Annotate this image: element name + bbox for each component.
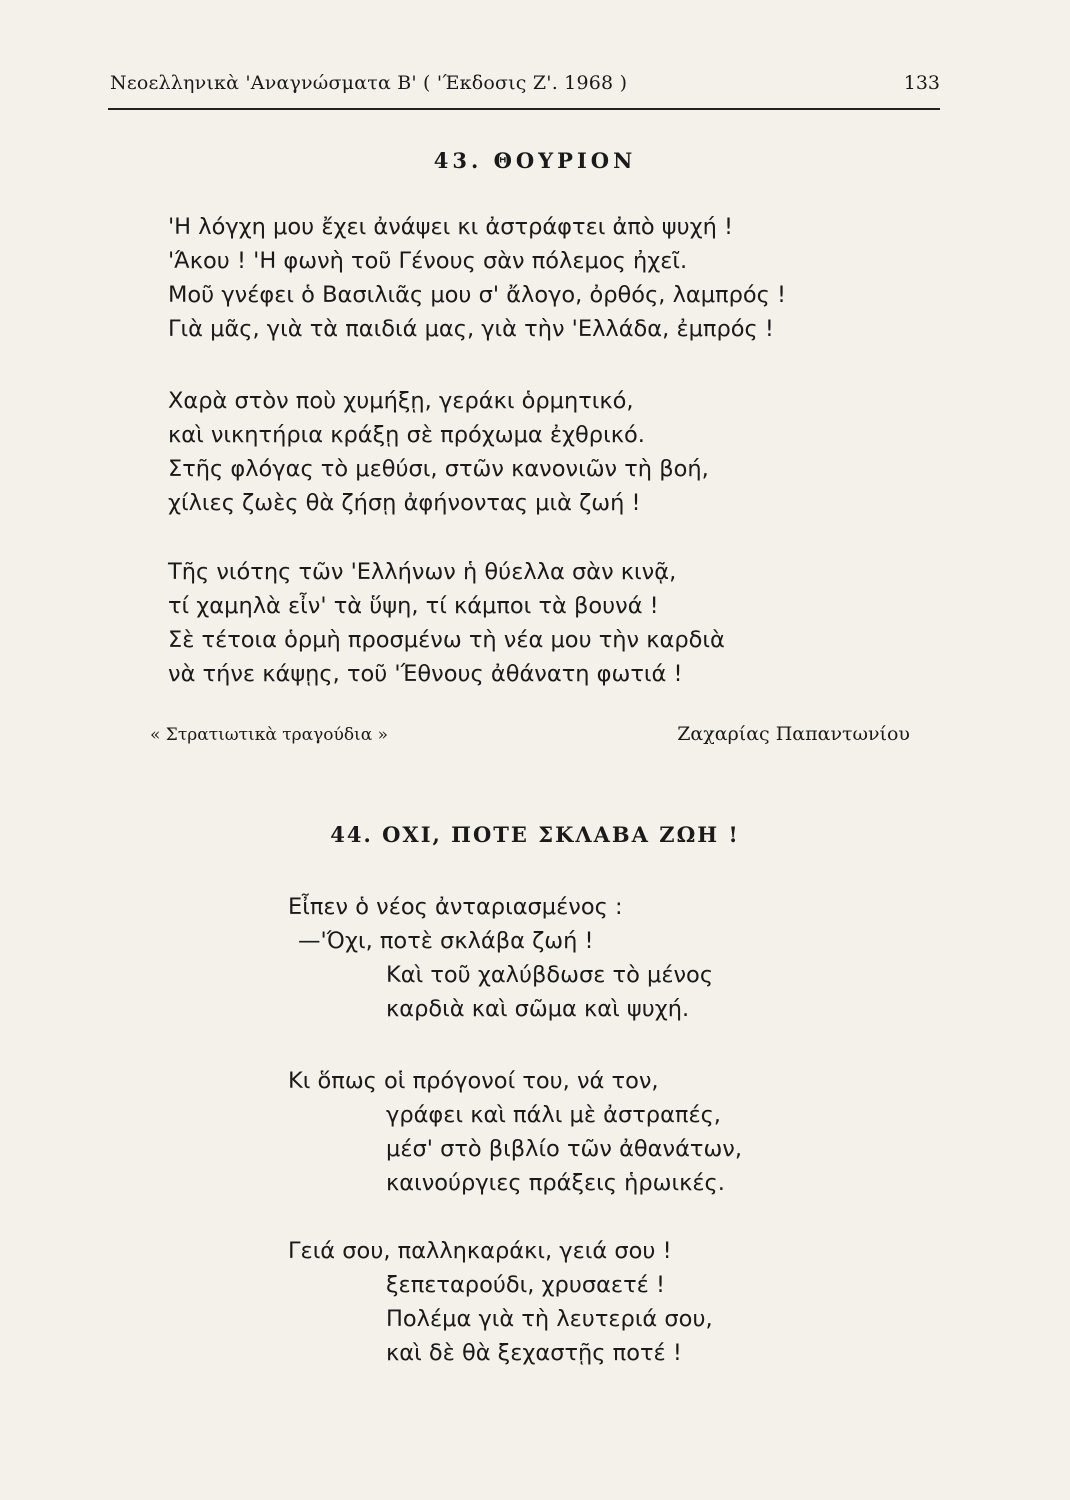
poem-43-title: 43. ΘΟΥΡΙΟΝ xyxy=(433,148,637,173)
poem-44-title: 44. ΟΧΙ, ΠΟΤΕ ΣΚΛΑΒΑ ΖΩΗ ! xyxy=(330,822,740,847)
header-rule xyxy=(108,108,940,110)
verse-line: Γιὰ μᾶς, γιὰ τὰ παιδιά μας, γιὰ τὴν 'Ελλάδα, ἐμπρός ! xyxy=(168,316,774,342)
verse-line: Στῆς φλόγας τὸ μεθύσι, στῶν κανονιῶν τὴ βοή, xyxy=(168,456,709,482)
verse-line: καὶ νικητήρια κράξῃ σὲ πρόχωμα ἐχθρικό. xyxy=(168,422,645,448)
verse-line: τί χαμηλὰ εἶν' τὰ ὕψη, τί κάμποι τὰ βουνά ! xyxy=(168,593,659,619)
verse-line: γράφει καὶ πάλι μὲ ἀστραπές, xyxy=(386,1102,721,1128)
verse-line: Καὶ τοῦ χαλύβδωσε τὸ μένος xyxy=(386,962,714,988)
poem-43-source: « Στρατιωτικὰ τραγούδια » xyxy=(150,725,389,745)
poem-43-stanza-2 xyxy=(168,384,709,520)
poem-43-author: Ζαχαρίας Παπαντωνίου xyxy=(677,723,910,745)
verse-line: 'Η λόγχη μου ἔχει ἀνάψει κι ἀστράφτει ἀπὸ ψυχή ! xyxy=(168,214,734,240)
verse-line: Χαρὰ στὸν ποὺ χυμήξῃ, γεράκι ὁρμητικό, xyxy=(168,388,634,414)
verse-line: ξεπεταρούδι, χρυσαετέ ! xyxy=(386,1272,665,1298)
running-title: Νεοελληνικὰ 'Αναγνώσματα Β' ( 'Έκδοσις Ζ'. 1968 ) xyxy=(110,72,628,94)
verse-line: καινούργιες πράξεις ἡρωικές. xyxy=(386,1170,725,1196)
verse-line: Γειά σου, παλληκαράκι, γειά σου ! xyxy=(288,1238,672,1264)
verse-line: 'Άκου ! 'Η φωνὴ τοῦ Γένους σὰν πόλεμος ἠχεῖ. xyxy=(168,248,688,274)
verse-line: χίλιες ζωὲς θὰ ζήσῃ ἀφήνοντας μιὰ ζωή ! xyxy=(168,490,641,516)
page-header xyxy=(110,72,940,102)
page-number: 133 xyxy=(903,72,940,94)
verse-line: Τῆς νιότης τῶν 'Ελλήνων ἡ θύελλα σὰν κινᾷ, xyxy=(168,559,677,585)
verse-line: καρδιὰ καὶ σῶμα καὶ ψυχή. xyxy=(386,996,690,1022)
verse-line: Κι ὅπως οἱ πρόγονοί του, νά τον, xyxy=(288,1068,659,1094)
verse-line: νὰ τήνε κάψῃς, τοῦ 'Έθνους ἀθάνατη φωτιά ! xyxy=(168,661,683,687)
poem-44-stanza-3 xyxy=(288,1234,713,1370)
verse-line: Εἶπεν ὁ νέος ἀνταριασμένος : xyxy=(288,894,623,920)
verse-line: μέσ' στὸ βιβλίο τῶν ἀθανάτων, xyxy=(386,1136,743,1162)
poem-43-stanza-3 xyxy=(168,555,725,691)
verse-line: Πολέμα γιὰ τὴ λευτεριά σου, xyxy=(386,1306,713,1332)
poem-44-stanza-2 xyxy=(288,1064,742,1200)
poem-43-stanza-1 xyxy=(168,210,786,346)
verse-line: —'Όχι, ποτὲ σκλάβα ζωή ! xyxy=(298,928,594,954)
verse-line: καὶ δὲ θὰ ξεχαστῇς ποτέ ! xyxy=(386,1340,682,1366)
verse-line: Μοῦ γνέφει ὁ Βασιλιᾶς μου σ' ἄλογο, ὀρθός, λαμπρός ! xyxy=(168,282,787,308)
poem-44-stanza-1 xyxy=(288,890,713,1026)
verse-line: Σὲ τέτοια ὁρμὴ προσμένω τὴ νέα μου τὴν καρδιὰ xyxy=(168,627,725,653)
